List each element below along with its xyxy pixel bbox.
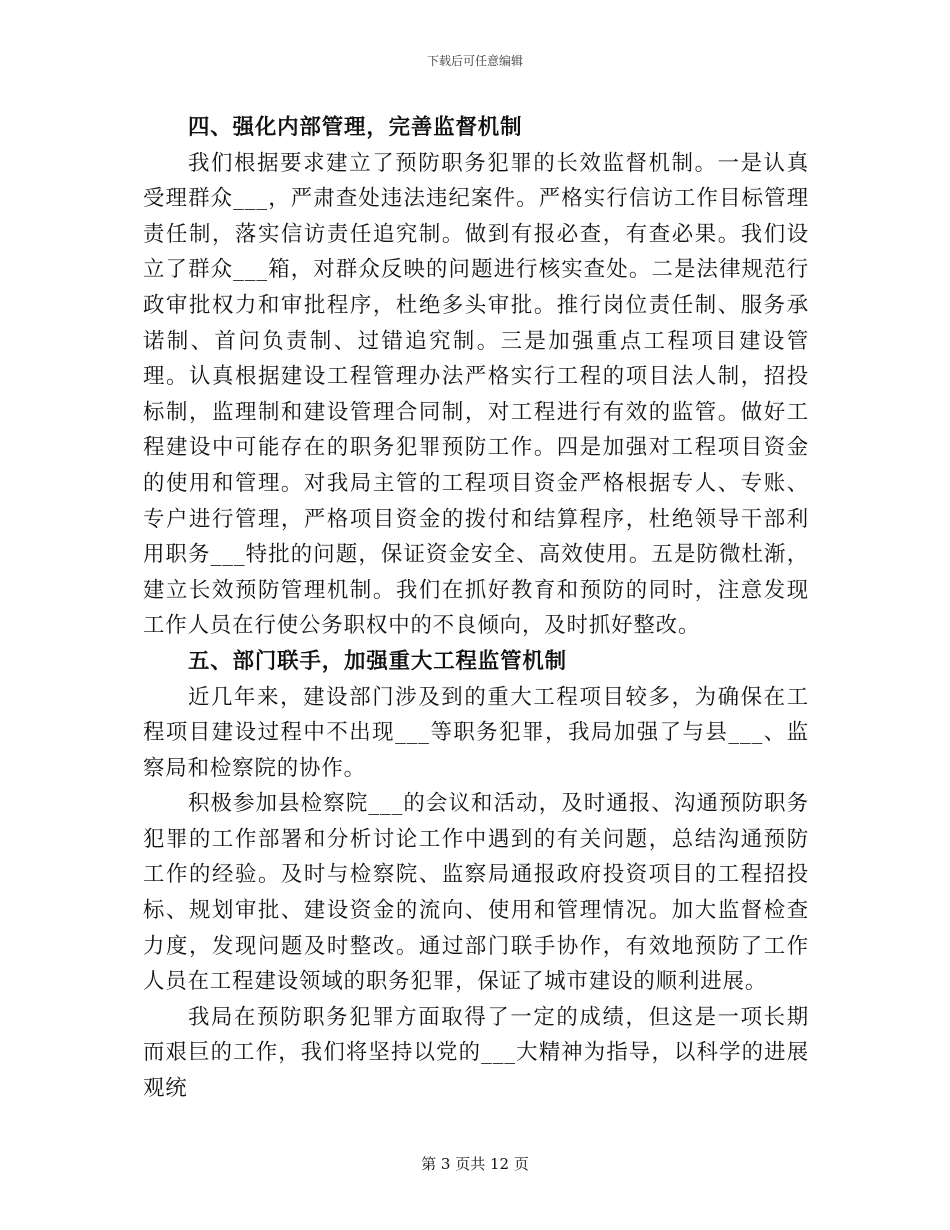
- body-paragraph: 我们根据要求建立了预防职务犯罪的长效监督机制。一是认真受理群众___，严肃查处违法违纪案件。严格实行信访工作目标管理责任制，落实信访责任追究制。做到有报必查，有查必果。我们设立了群众___箱，对群众反映的问题进行核实查处。二是法律规范行政审批权力和审批程序，杜绝多头审批。推行岗位责任制、服务承诺制、首问负责制、过错追究制。三是加强重点工程项目建设管理。认真根据建设工程管理办法严格实行工程的项目法人制，招投标制，监理制和建设管理合同制，对工程进行有效的监管。做好工程建设中可能存在的职务犯罪预防工作。四是加强对工程项目资金的使用和管理。对我局主管的工程项目资金严格根据专人、专账、专户进行管理，严格项目资金的拨付和结算程序，杜绝领导干部利用职务___特批的问题，保证资金安全、高效使用。五是防微杜渐，建立长效预防管理机制。我们在抓好教育和预防的同时，注意发现工作人员在行使公务职权中的不良倾向，及时抓好整改。: [143, 150, 809, 639]
- section-heading: 五、部门联手，加强重大工程监管机制: [188, 648, 567, 674]
- body-paragraph: 近几年来，建设部门涉及到的重大工程项目较多，为确保在工程项目建设过程中不出现___等职务犯罪，我局加强了与县___、监察局和检察院的协作。: [143, 684, 809, 781]
- page-header: 下载后可任意编辑: [426, 54, 523, 68]
- body-paragraph: 我局在预防职务犯罪方面取得了一定的成绩，但这是一项长期而艰巨的工作，我们将坚持以党的___大精神为指导，以科学的进展观统: [143, 1004, 809, 1102]
- page-footer: 第 3 页共 12 页: [421, 1155, 529, 1173]
- document-body: [143, 110, 809, 1107]
- body-paragraph: 积极参加县检察院___的会议和活动，及时通报、沟通预防职务犯罪的工作部署和分析讨论工作中遇到的有关问题，总结沟通预防工作的经验。及时与检察院、监察局通报政府投资项目的工程招投标、规划审批、建设资金的流向、使用和管理情况。加大监督检查力度，发现问题及时整改。通过部门联手协作，有效地预防了工作人员在工程建设领域的职务犯罪，保证了城市建设的顺利进展。: [143, 791, 809, 995]
- section-heading: 四、强化内部管理，完善监督机制: [188, 115, 523, 140]
